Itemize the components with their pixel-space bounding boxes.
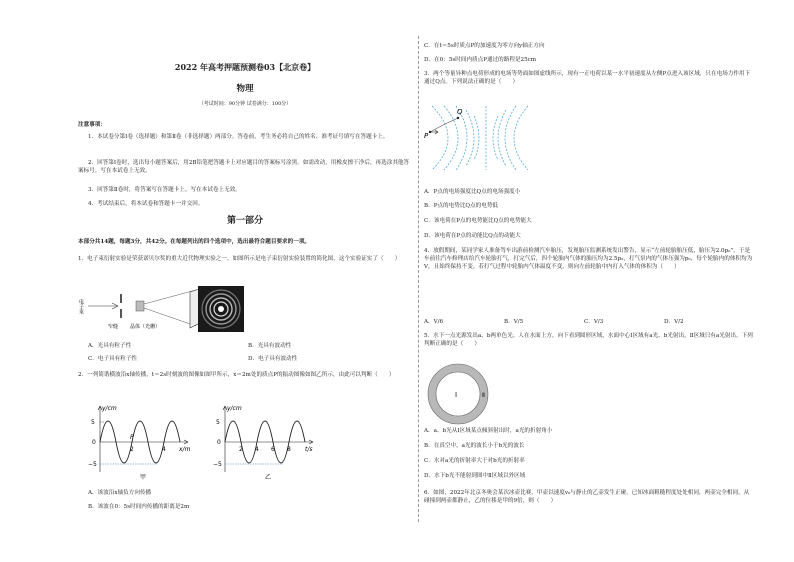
notes-item-3: 3．回答第Ⅱ卷时，将答案写在答题卡上。写在本试卷上无效。 <box>88 187 241 193</box>
q3-option-a: A．P点的电场强度比Q点的电场强度小 <box>424 189 521 195</box>
label-slit: 窄缝 <box>108 324 119 330</box>
question-6-stem: 6．如图，2022年北京冬奥会某次冰壶比赛，甲壶以速度v₀与静止的乙壶发生正碰。已知冰面粗糙程度处处相同，两壶完全相同，从碰撞到两壶都静止，乙的位移是甲的9倍，则（ ） <box>424 490 750 504</box>
q4-option-b: B．V/5 <box>504 319 524 325</box>
light-region-figure <box>426 362 490 426</box>
ytick-5: 5 <box>91 419 95 426</box>
q3-option-b: B．P点的电势比Q点的电势低 <box>424 203 498 209</box>
paper-title: 2022 年高考押题预测卷03【北京卷】 <box>174 62 316 72</box>
q1-option-a: A．光具有粒子性 <box>88 343 132 349</box>
question-5-stem: 5．水下一点光源发出a、b两单色光。人在水面上方，向下看到圆形区域，水面中心Ⅰ区域有a光、b光射出，Ⅱ区域只有a光射出。下列判断正确的是（ ） <box>424 333 753 347</box>
wave-point-p: P <box>130 434 134 441</box>
ytick-neg5: −5 <box>88 461 97 468</box>
question-4-stem: 4．放假期间，某同学家人准备驾车出游前检测汽车胎压，发现胎压监测系统发出警告，显示“左前轮胎胎压低，胎压为2.0p₀”，于是车前往汽车修理店给汽车轮胎打气，打完气后，四个轮胎内气体的胎压均为2.5p₀，打气泵内的气体压强为p₀，每个轮胎内的体积均为V，且始终保持不变。若打气过程中轮胎内气体温度不变，则向左前轮胎中内打入气体的体积为（ ） <box>424 248 753 270</box>
ylabel: y/cm <box>102 405 117 412</box>
xtick-2: 2 <box>239 446 243 453</box>
ytick-0: 0 <box>217 439 221 446</box>
ytick-neg5: −5 <box>213 461 222 468</box>
xlabel: x/m <box>179 446 191 453</box>
question-3-stem: 3．两个等量异种点电荷形成的电场等势面如图虚线所示，现有一正电荷以某一水平初速度从左侧P点进入该区域，只在电场力作用下通过Q点。下列说法正确的是（ ） <box>424 71 751 85</box>
electron-diffraction-figure <box>78 286 278 334</box>
notes-item-1: 1．本试卷分第Ⅰ卷（选择题）和第Ⅱ卷（非选择题）两部分。答卷前，考生务必将自己的姓名、准考证号填写在答题卡上。 <box>88 134 389 140</box>
notes-item-4: 4．考试结束后，将本试卷和答题卡一并交回。 <box>88 201 204 207</box>
ylabel: y/cm <box>227 405 242 412</box>
q1-option-d: D．电子具有波动性 <box>248 356 298 362</box>
xlabel: t/s <box>305 446 313 453</box>
equipotential-figure <box>424 102 534 174</box>
xtick-4: 4 <box>255 446 259 453</box>
xtick-8: 8 <box>287 446 291 453</box>
column-divider <box>418 36 419 522</box>
part-instructions: 本部分共14题，每题3分，共42分。在每题列出的四个选项中，选出最符合题目要求的一项。 <box>78 239 311 245</box>
q5-option-a: A．a、b光从Ⅰ区域某点倾斜射出时，a光的折射角小 <box>424 428 553 434</box>
q4-option-d: D．V/2 <box>664 319 684 325</box>
label-p: P <box>424 132 429 140</box>
label-electron-beam: 电子束 <box>78 299 84 314</box>
q4-option-c: C．V/3 <box>584 319 604 325</box>
left-column <box>78 0 412 562</box>
ytick-5: 5 <box>216 419 220 426</box>
q4-option-a: A．V/6 <box>424 319 444 325</box>
notes-heading: 注意事项： <box>78 122 106 128</box>
exam-info: （考试时间：90分钟 试卷满分：100分） <box>198 101 292 107</box>
q5-option-b: B．在真空中，a光的波长小于b光的波长 <box>424 443 525 449</box>
vibration-graph-b <box>213 400 323 480</box>
q1-option-b: B．光具有波动性 <box>248 343 292 349</box>
diffraction-pattern-image <box>198 286 244 332</box>
q2-option-c: C．在t＝5s时质点P的加速度为零方向y轴正方向 <box>424 43 545 49</box>
q3-option-c: C．该电荷在P点的电势能比Q点的电势能大 <box>424 218 532 224</box>
wave-graph-a <box>88 400 198 480</box>
q2-option-d: D．在0：5s时间内质点P通过的路程是25cm <box>424 57 537 63</box>
notes-item-2: 2．回答第Ⅰ卷时，选出每小题答案后，用2B铅笔把答题卡上对应题目的答案标号涂黑。如需改动，用橡皮擦干净后，再选涂其他答案标号。写在本试卷上无效。 <box>78 160 410 174</box>
xtick-4: 4 <box>162 446 166 453</box>
question-2-stem: 2．一列简谐横波沿x轴传播，t＝2s时刻波的图像如图甲所示，x＝2m处的质点P的振动图像如图乙所示，由此可以判断（ ） <box>78 372 395 378</box>
region-i: Ⅰ <box>455 391 458 399</box>
region-ii: Ⅱ <box>482 392 485 399</box>
q3-option-d: D．该电荷在P点的动能比Q点的动能大 <box>424 233 521 239</box>
label-crystal: 晶体（光栅） <box>130 324 161 330</box>
q2-option-b: B．该波在0：5s时间内传播的距离是2m <box>88 504 190 510</box>
q5-option-d: D．水下b光不能射到图中Ⅱ区域以外区域 <box>424 473 526 479</box>
label-q: Q <box>457 108 463 116</box>
subject-title: 物理 <box>236 84 254 94</box>
caption-jia: 甲 <box>140 474 147 481</box>
ytick-0: 0 <box>92 439 96 446</box>
q2-option-a: A．该波沿x轴负方向传播 <box>88 490 152 496</box>
xtick-6: 6 <box>271 446 275 453</box>
question-1-stem: 1．电子束衍射实验是荣获诺贝尔奖的重大近代物理实验之一。如图所示是电子束衍射实验装置的简化图，这个实验证实了（ ） <box>78 256 401 262</box>
q5-option-c: C．水对a光的折射率大于对b光的折射率 <box>424 458 525 464</box>
right-column <box>424 0 754 562</box>
part-heading: 第一部分 <box>226 216 263 226</box>
xtick-2: 2 <box>130 446 134 453</box>
q1-option-c: C．电子具有粒子性 <box>88 356 138 362</box>
caption-yi: 乙 <box>265 474 272 481</box>
